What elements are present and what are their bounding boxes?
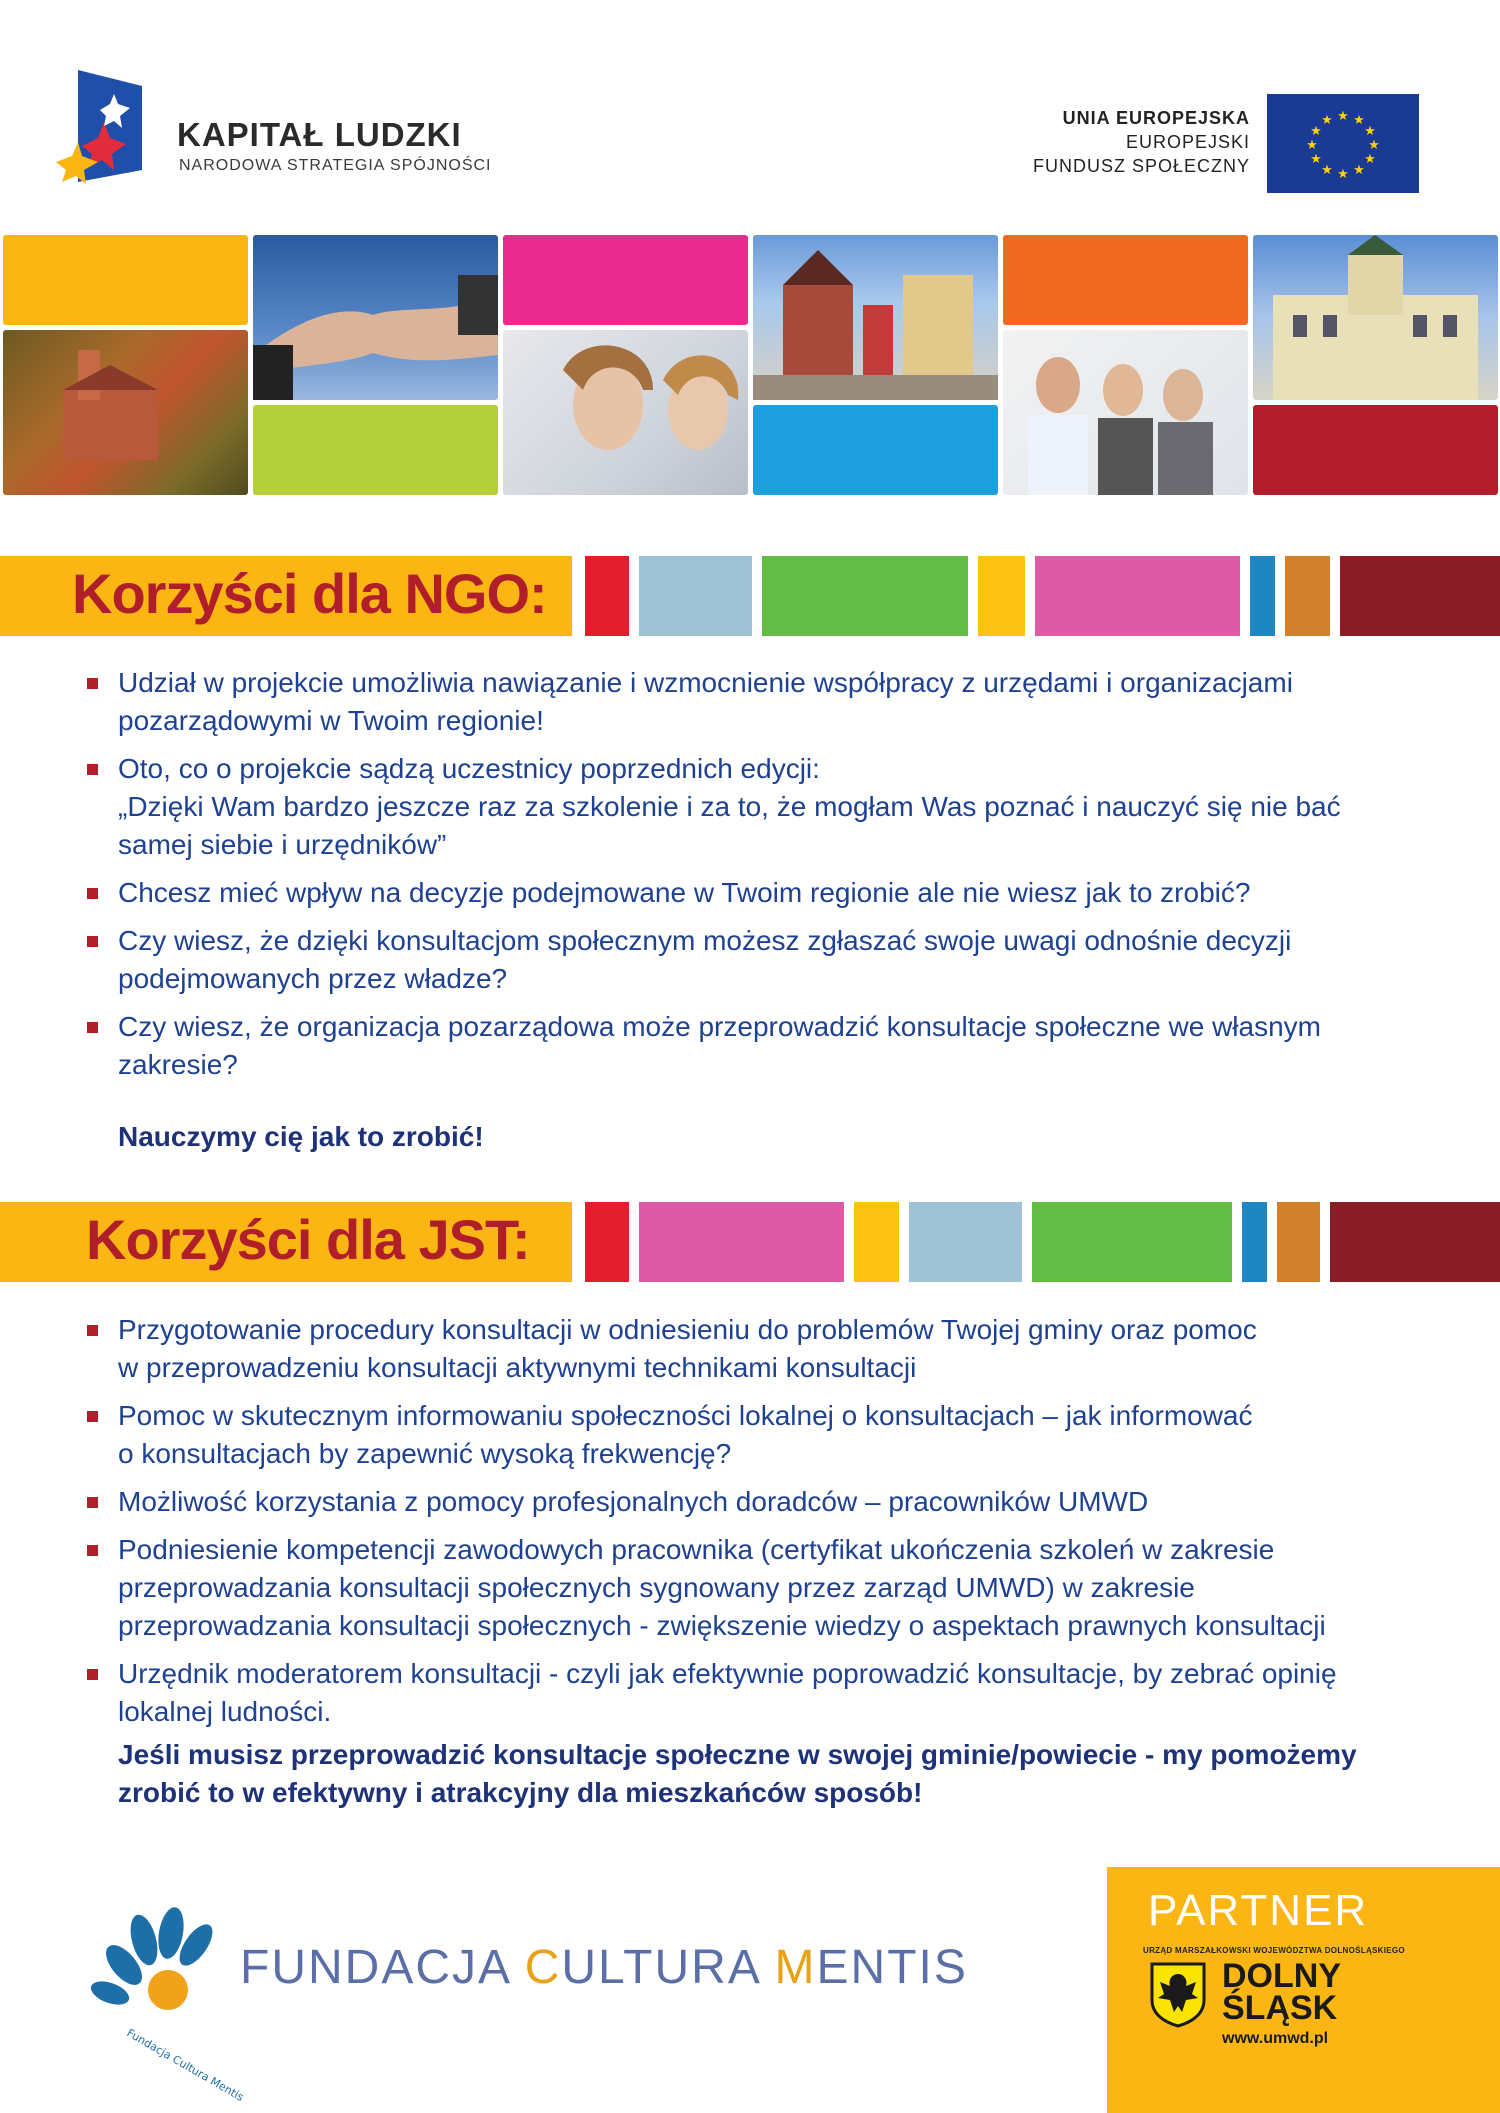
strip-block <box>1340 556 1500 636</box>
strip-block <box>1250 556 1275 636</box>
photo-business-team <box>1003 330 1248 495</box>
svg-text:★: ★ <box>1321 113 1333 128</box>
svg-text:Fundacja Cultura Mentis: Fundacja Cultura Mentis <box>124 2026 247 2105</box>
svg-text:★: ★ <box>1306 138 1318 153</box>
kapital-ludzki-title: KAPITAŁ LUDZKI <box>177 116 462 153</box>
eu-line-1: UNIA EUROPEJSKA <box>1062 108 1250 128</box>
list-item: Możliwość korzystania z pomocy profesjonalnych doradców – pracowników UMWD <box>85 1483 1425 1521</box>
photo-palace <box>1253 235 1498 400</box>
eu-line-2: EUROPEJSKI <box>1125 132 1250 152</box>
umwd-url: www.umwd.pl <box>1222 2030 1329 2047</box>
svg-text:★: ★ <box>1337 109 1349 124</box>
strip-block <box>854 1202 899 1282</box>
ngo-list <box>85 664 1425 1094</box>
cultura-mentis-logo <box>86 1895 247 2105</box>
jst-title: Korzyści dla JST: <box>86 1208 530 1271</box>
ngo-title: Korzyści dla NGO: <box>72 562 547 625</box>
strip-block <box>1242 1202 1267 1282</box>
jst-closing-line-2: zrobić to w efektywny i atrakcyjny dla mieszkańców sposób! <box>118 1777 923 1808</box>
list-item: Urzędnik moderatorem konsultacji - czyli jak efektywnie poprowadzić konsultacje, by zebrać opinię lokalnej ludności. <box>85 1655 1425 1731</box>
dolny-slask-eagle-icon <box>1148 1960 1208 2026</box>
list-item: Czy wiesz, że dzięki konsultacjom społecznym możesz zgłaszać swoje uwagi odnośnie decyzji podejmowanych przez władze? <box>85 922 1425 998</box>
eu-caption <box>1033 106 1250 178</box>
svg-text:★: ★ <box>1353 163 1365 178</box>
eu-flag-icon <box>1267 94 1419 193</box>
kapital-ludzki-subtitle: NARODOWA STRATEGIA SPÓJNOŚCI <box>179 157 492 174</box>
svg-text:★: ★ <box>1310 124 1322 139</box>
cultura-mentis-name: FUNDACJA CULTURA MENTIS <box>240 1941 968 1994</box>
tile-lime <box>253 405 498 495</box>
jst-closing <box>118 1736 1357 1812</box>
photo-women <box>503 330 748 495</box>
tile-blue <box>753 405 998 495</box>
svg-text:★: ★ <box>1310 152 1322 167</box>
strip-block <box>585 556 629 636</box>
list-item: Udział w projekcie umożliwia nawiązanie i wzmocnienie współpracy z urzędami i organizacjami pozarządowymi w Twoim regionie! <box>85 664 1425 740</box>
cultura-mentis-icon <box>86 1895 247 2105</box>
svg-text:★: ★ <box>1364 152 1376 167</box>
slask-word: ŚLĄSK <box>1222 1989 1338 2027</box>
strip-block <box>762 556 968 636</box>
strip-block <box>585 1202 629 1282</box>
jst-closing-line-1: Jeśli musisz przeprowadzić konsultacje społeczne w swojej gminie/powiecie - my pomożemy <box>118 1739 1357 1770</box>
strip-block <box>1032 1202 1232 1282</box>
strip-block <box>639 1202 844 1282</box>
tile-crimson <box>1253 405 1498 495</box>
eu-line-3: FUNDUSZ SPOŁECZNY <box>1032 156 1250 176</box>
svg-text:★: ★ <box>1321 163 1333 178</box>
strip-block <box>1277 1202 1320 1282</box>
photo-castle <box>3 330 248 495</box>
partner-label: PARTNER <box>1148 1886 1369 1935</box>
dolny-word: DOLNY <box>1222 1957 1341 1995</box>
svg-text:★: ★ <box>1368 138 1380 153</box>
strip-block <box>1285 556 1330 636</box>
svg-text:★: ★ <box>1364 124 1376 139</box>
list-item: Czy wiesz, że organizacja pozarządowa może przeprowadzić konsultacje społeczne we własnym zakresie? <box>85 1008 1425 1084</box>
strip-block <box>909 1202 1022 1282</box>
photo-street <box>753 235 998 400</box>
tile-magenta <box>503 235 748 325</box>
dolny-slask-wordmark <box>1222 1957 1341 2027</box>
list-item: Podniesienie kompetencji zawodowych pracownika (certyfikat ukończenia szkoleń w zakresie przeprowadzania konsultacji społecznych sygnowany przez zarząd UMWD) w zakresie przeprowadzania konsultacji społecznych - zwiększenie wiedzy o aspektach prawnych konsultacji <box>85 1531 1425 1645</box>
kapital-ludzki-logo <box>52 66 162 186</box>
strip-block <box>639 556 752 636</box>
svg-text:★: ★ <box>1353 113 1365 128</box>
strip-block <box>1035 556 1240 636</box>
strip-block <box>978 556 1025 636</box>
kapital-ludzki-icon <box>52 66 162 186</box>
jst-list <box>85 1311 1425 1741</box>
partner-org: URZĄD MARSZAŁKOWSKI WOJEWÓDZTWA DOLNOŚLĄSKIEGO <box>1143 1946 1405 1955</box>
tile-yellow <box>3 235 248 325</box>
photo-handshake <box>253 235 498 400</box>
list-item: Pomoc w skutecznym informowaniu społeczności lokalnej o konsultacjach – jak informować o konsultacjach by zapewnić wysoką frekwencję? <box>85 1397 1425 1473</box>
tile-orange <box>1003 235 1248 325</box>
list-item: Chcesz mieć wpływ na decyzje podejmowane w Twoim regionie ale nie wiesz jak to zrobić? <box>85 874 1425 912</box>
strip-block <box>1330 1202 1500 1282</box>
ngo-closing: Nauczymy cię jak to zrobić! <box>118 1121 484 1152</box>
list-item: Przygotowanie procedury konsultacji w odniesieniu do problemów Twojej gminy oraz pomoc w przeprowadzeniu konsultacji aktywnymi technikami konsultacji <box>85 1311 1425 1387</box>
list-item: Oto, co o projekcie sądzą uczestnicy poprzednich edycji: „Dzięki Wam bardzo jeszcze raz za szkolenie i za to, że mogłam Was poznać i nauczyć się nie bać samej siebie i urzędników” <box>85 750 1425 864</box>
svg-text:★: ★ <box>1337 167 1349 182</box>
